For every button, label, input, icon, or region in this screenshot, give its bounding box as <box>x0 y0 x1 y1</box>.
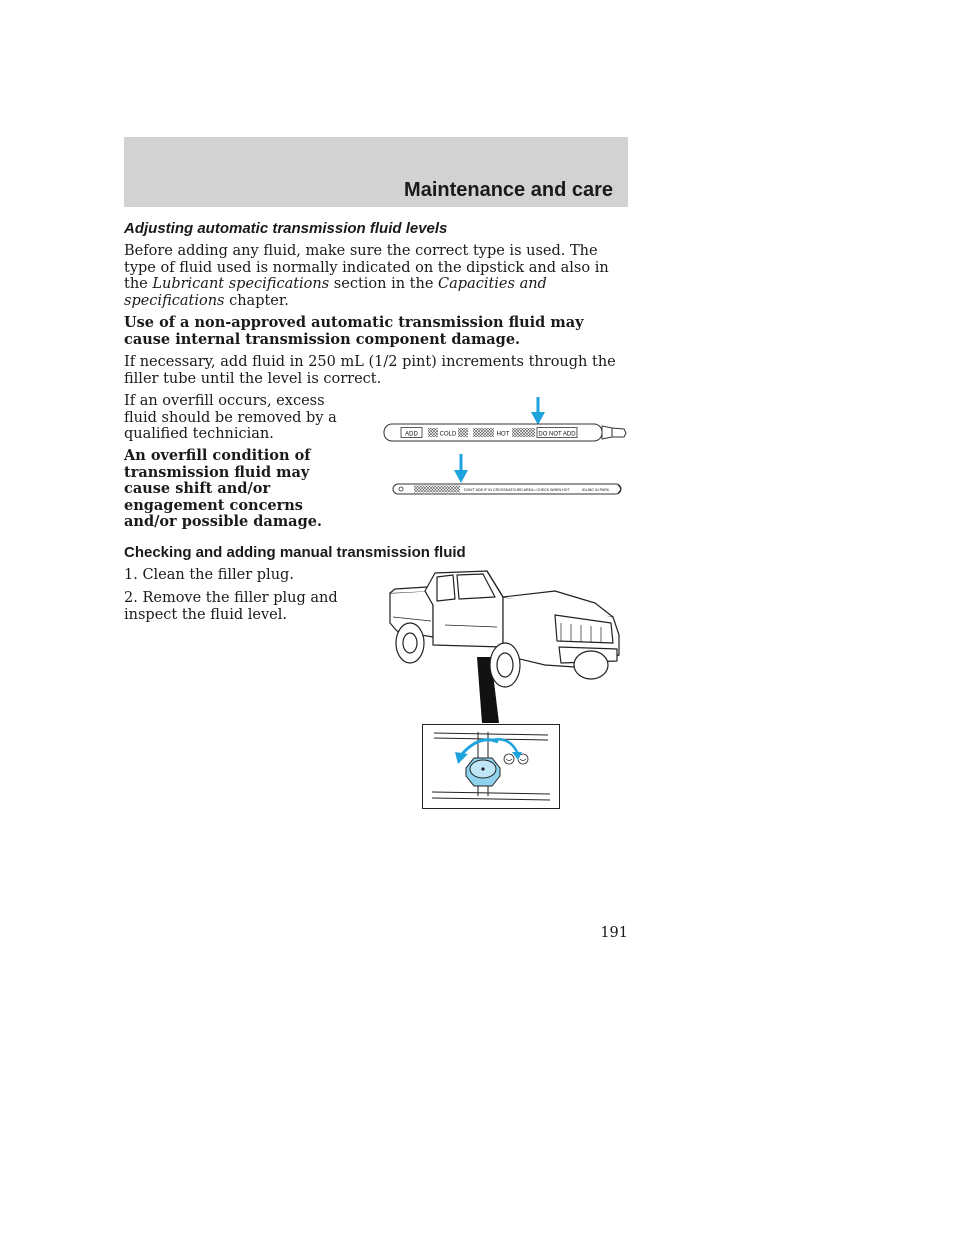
dipstick-note: DON'T ADD IF IN CROSSHATCHED AREA • CHECK WHEN HOT <box>464 488 570 493</box>
dipstick-illustration <box>380 392 630 502</box>
arrow-down-icon <box>454 454 468 483</box>
section-title: Maintenance and care <box>404 179 613 201</box>
step-remove-filler-plug: 2. Remove the filler plug and inspect the fluid level. <box>124 590 338 623</box>
header-band <box>124 137 628 207</box>
dipstick-2 <box>393 484 621 494</box>
truck-illustration <box>385 565 625 725</box>
paragraph-fluid-type <box>124 243 624 309</box>
dipstick-label-cold: COLD <box>439 431 457 438</box>
text-run: Before adding any fluid, make sure the correct type is used. The type of fluid used is normally indicated on the dipstick and also in the <box>124 243 609 292</box>
dipstick-park-note: IDLING IN PARK <box>582 488 610 493</box>
heading-manual-transmission: Checking and adding manual transmission fluid <box>124 544 466 561</box>
reference-capacities-specifications: Capacities and specifications <box>124 276 547 309</box>
heading-adjusting-fluid: Adjusting automatic transmission fluid levels <box>124 220 448 237</box>
page-number: 191 <box>600 925 628 941</box>
dipstick-label-add: ADD <box>405 431 418 438</box>
paragraph-overfill: If an overfill occurs, excess fluid should be removed by a qualified technician. <box>124 393 337 442</box>
arrow-down-icon <box>531 397 545 425</box>
text-run: chapter. <box>224 292 289 309</box>
filler-plug-detail <box>422 724 560 809</box>
paragraph-add-fluid: If necessary, add fluid in 250 mL (1/2 pint) increments through the filler tube until the level is correct. <box>124 354 616 387</box>
step-clean-filler-plug: 1. Clean the filler plug. <box>124 567 294 583</box>
text-run: section in the <box>329 276 439 292</box>
dipstick-label-do-not-add: DO NOT ADD <box>538 431 576 438</box>
warning-non-approved-fluid: Use of a non-approved automatic transmission fluid may cause internal transmission component damage. <box>124 314 584 348</box>
reference-lubricant-specifications: Lubricant specifications <box>152 276 330 292</box>
warning-overfill: An overfill condition of transmission fluid may cause shift and/or engagement concerns and/or possible damage. <box>124 447 322 530</box>
dipstick-label-hot: HOT <box>496 431 510 438</box>
dipstick-1 <box>384 424 626 441</box>
